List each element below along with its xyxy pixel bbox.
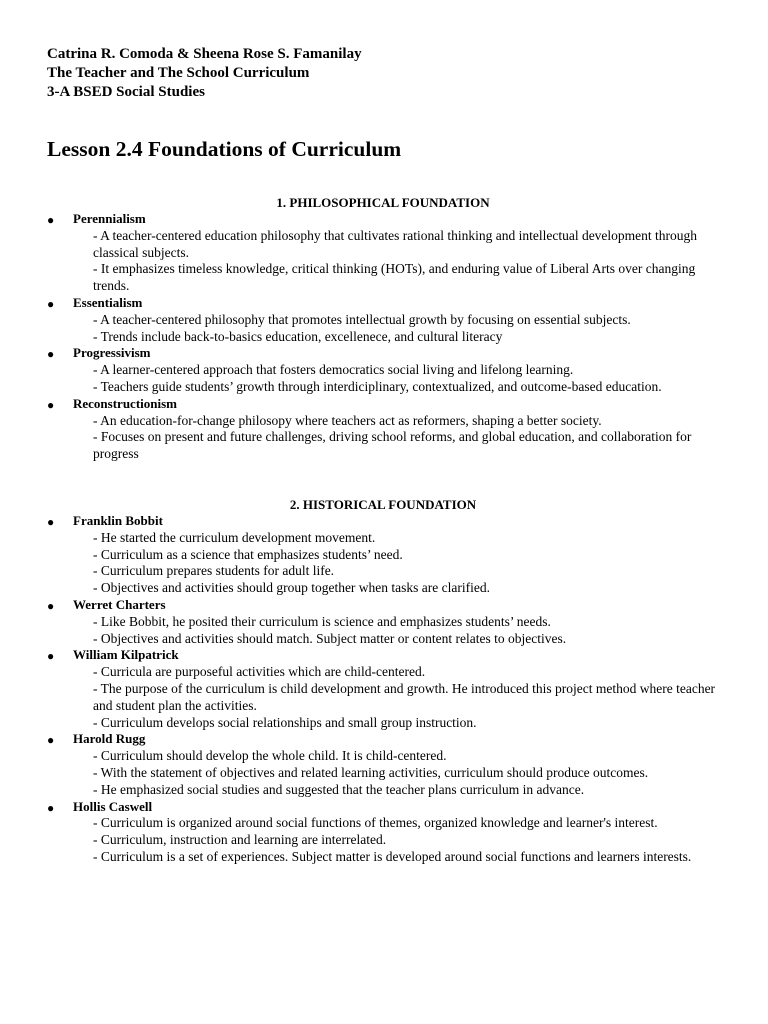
list-item xyxy=(47,211,727,295)
list-item xyxy=(47,295,727,345)
entry-term: Harold Rugg xyxy=(73,731,146,747)
entry-term: Progressivism xyxy=(73,345,151,361)
course-line: The Teacher and The School Curriculum xyxy=(47,65,310,81)
bullet-icon: ● xyxy=(47,397,55,412)
bullet-icon: ● xyxy=(47,598,55,613)
entry-point: - Curriculum as a science that emphasizes students’ need. xyxy=(93,546,403,562)
list-item xyxy=(47,597,727,647)
entry-point: - An education-for-change philosopy where teachers act as reformers, shaping a better society. xyxy=(93,412,602,428)
entry-point: - A teacher-centered education philosophy that cultivates rational thinking and intellectual development through classical subjects. xyxy=(93,227,698,260)
entry-term: Hollis Caswell xyxy=(73,798,153,814)
bullet-icon: ● xyxy=(47,800,55,815)
entry-point: - Objectives and activities should match. Subject matter or content relates to objectives. xyxy=(93,630,567,646)
entry-point: - With the statement of objectives and related learning activities, curriculum should produce outcomes. xyxy=(93,764,649,780)
entry-term: Essentialism xyxy=(73,294,143,310)
bullet-icon: ● xyxy=(47,213,55,227)
bullet-icon: ● xyxy=(47,347,55,362)
entry-point: - Curriculum is a set of experiences. Subject matter is developed around social functions and learners interests. xyxy=(93,848,692,864)
bullet-icon: ● xyxy=(47,296,55,311)
entry-term: Werret Charters xyxy=(73,596,166,612)
class-section-line: 3-A BSED Social Studies xyxy=(47,84,205,100)
entry-term: Perennialism xyxy=(73,211,146,226)
bullet-icon: ● xyxy=(47,515,55,529)
list-item xyxy=(47,799,727,866)
entry-term: Franklin Bobbit xyxy=(73,513,163,528)
entry-point: - A teacher-centered philosophy that promotes intellectual growth by focusing on essential subjects. xyxy=(93,311,631,327)
list-item xyxy=(47,345,727,395)
entry-point: - The purpose of the curriculum is child development and growth. He introduced this project method where teacher and student plan the activities. xyxy=(93,680,716,713)
list-item xyxy=(47,731,727,798)
entry-point: - Trends include back-to-basics education, excellenece, and cultural literacy xyxy=(93,328,503,344)
section-title: 1. PHILOSOPHICAL FOUNDATION xyxy=(276,195,490,210)
entry-point: - Curriculum should develop the whole child. It is child-centered. xyxy=(93,748,447,764)
list-item xyxy=(47,647,727,731)
entry-point: - Like Bobbit, he posited their curriculum is science and emphasizes students’ needs. xyxy=(93,613,551,629)
entry-point: - It emphasizes timeless knowledge, critical thinking (HOTs), and enduring value of Liberal Arts over changing trends. xyxy=(93,261,696,294)
entry-term: William Kilpatrick xyxy=(73,647,179,663)
entry-point: - Curricula are purposeful activities which are child-centered. xyxy=(93,664,426,680)
lesson-title: Lesson 2.4 Foundations of Curriculum xyxy=(47,137,402,161)
list-item xyxy=(47,513,727,597)
entry-point: - Curriculum, instruction and learning are interrelated. xyxy=(93,832,387,848)
entry-point: - Objectives and activities should group together when tasks are clarified. xyxy=(93,580,490,596)
historical-foundation-section xyxy=(47,496,727,866)
entry-point: - Focuses on present and future challenges, driving school reforms, and global education, and collaboration for progress xyxy=(93,429,692,462)
authors-line: Catrina R. Comoda & Sheena Rose S. Famanilay xyxy=(47,46,362,62)
bullet-icon: ● xyxy=(47,649,55,664)
entry-point: - Teachers guide students’ growth through interdiciplinary, contextualized, and outcome-based education. xyxy=(93,378,662,394)
entry-point: - He emphasized social studies and suggested that the teacher plans curriculum in advance. xyxy=(93,781,585,797)
entry-point: - Curriculum prepares students for adult life. xyxy=(93,563,335,579)
document-header xyxy=(47,45,362,102)
bullet-icon: ● xyxy=(47,733,55,748)
list-item xyxy=(47,396,727,463)
entry-point: - A learner-centered approach that fosters democratics social living and lifelong learning. xyxy=(93,362,574,378)
entry-term: Reconstructionism xyxy=(73,395,177,411)
philosophical-foundation-section xyxy=(47,194,727,463)
entry-point: - Curriculum is organized around social functions of themes, organized knowledge and learner's interest. xyxy=(93,815,658,831)
entry-point: - He started the curriculum development movement. xyxy=(93,529,376,545)
entry-point: - Curriculum develops social relationships and small group instruction. xyxy=(93,714,477,730)
section-title: 2. HISTORICAL FOUNDATION xyxy=(289,497,477,512)
